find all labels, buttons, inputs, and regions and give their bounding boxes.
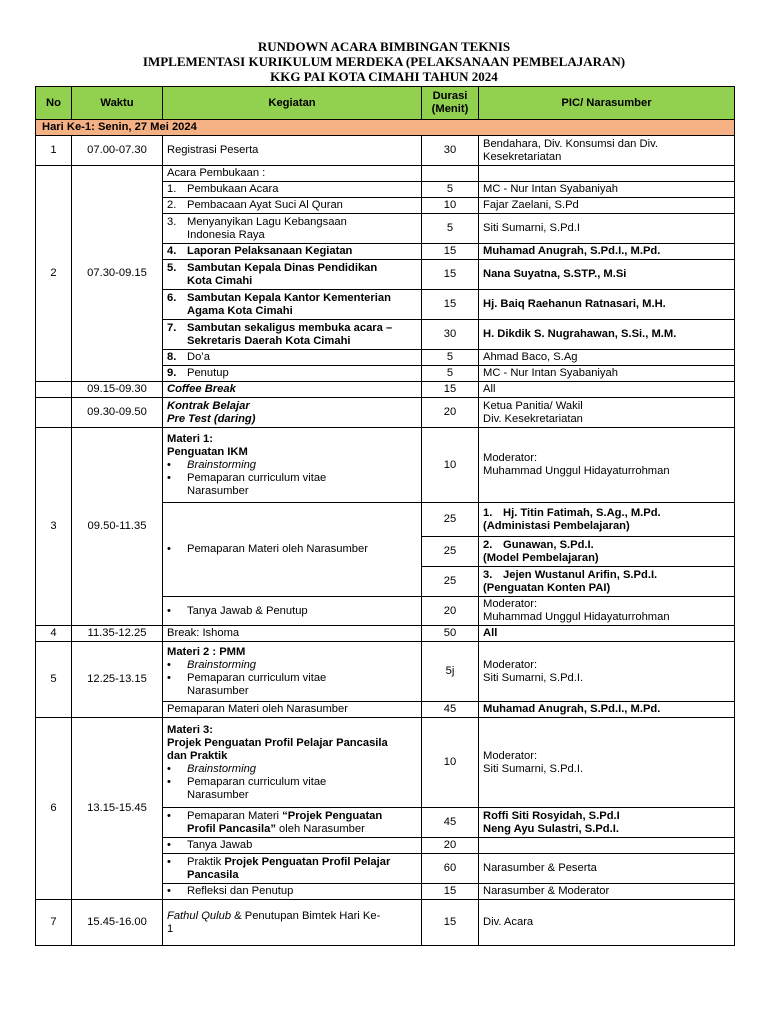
list-item: 6. Sambutan Kepala Kantor Kementerian Agama Kota Cimahi 15 Hj. Baiq Raehanun Ratnasari, M.H. — [36, 290, 735, 320]
table-header-row — [36, 87, 735, 120]
list-item: 8. Do’a 5 Ahmad Baco, S.Ag — [36, 350, 735, 366]
table-row: 09.30-09.50 Kontrak Belajar Pre Test (daring) 20 Ketua Panitia/ Wakil Div. Kesekretariatan — [36, 398, 735, 428]
row-durasi: 30 — [422, 136, 479, 166]
header-kegiatan: Kegiatan — [163, 87, 422, 120]
list-item: 2. Pembacaan Ayat Suci Al Quran 10 Fajar Zaelani, S.Pd — [36, 198, 735, 214]
list-item: 1. Pembukaan Acara 5 MC - Nur Intan Syabaniyah — [36, 182, 735, 198]
header-durasi: Durasi (Menit) — [422, 87, 479, 120]
row-no: 3 — [36, 428, 72, 626]
rundown-table: No Waktu Kegiatan Durasi (Menit) PIC/ Narasumber Hari Ke-1: Senin, 27 Mei 2024 1 07.00-07.30 Registrasi Peserta 30 Bendahara, Div. Konsumsi dan Div. Kesekretariatan 2 07.30-09.15 Acara Pembukaan : 1. Pembukaan Acara 5 MC - Nur Intan Syabaniyah 2. Pembacaan Ayat Suci Al Quran 10 Fajar Zaelani, S.Pd 3. Menyanyikan Lagu Kebangsaan Indonesia Raya 5 Siti Sumarni, S.Pd.I 4. Laporan Pelaksanaan Kegiatan 15 Muhamad Anugrah, S.Pd.I., M.Pd. 5. Sambutan Kepala Dinas Pendidikan Kota Cimahi 15 Nana Suyatna, S.STP., M.Si 6. Sambutan Kepala Kantor Kementerian Agama Kota Cimahi 15 Hj. Baiq Raehanun Ratnasari, M.H. 7. Sambutan sekaligus membuka acara – Sekretaris Daerah Kota Cimahi 30 H. Dikdik S. Nugrahawan, S.Si., M.M. 8. Do’a 5 Ahmad Baco, S.Ag 9. Penutup 5 MC - Nur Intan Syabaniyah 09.15-09.30 Coffee Break 15 All 09.30-09.50 Kontrak Belajar Pre Test (daring) 20 Ketua Panitia/ Wakil Div. Kesekretariatan 3 09.50-11.35 Materi 1: Penguatan IKM • Brainstorming • Pemaparan curriculum vitae Narasumber 10 Moderator: Muhammad Unggul Hidayaturrohman • Pemaparan Materi oleh Narasumber 25 1. Hj. Titin Fatimah, S.Ag., M.Pd. (Administasi Pembelajaran) 25 2. Gunawan, S.Pd.I. (Model Pembelajaran) 25 3. Jejen Wustanul Arifin, S.Pd.I. (Penguatan Konten PAI) • Tanya Jawab & Penutup 20 Moderator: Muhammad Unggul Hidayaturrohman 4 11.35-12.25 Break: Ishoma 50 All 5 12.25-13.15 Materi 2 : PMM • Brainstorming • Pemaparan curriculum vitae Narasumber 5j Moderator: Siti Sumarni, S.Pd.I. Pemaparan Materi oleh Narasumber 45 Muhamad Anugrah, S.Pd.I., M.Pd. 6 13.15-15.45 Materi 3: Projek Penguatan Profil Pelajar Pancasila dan Praktik • Brainstorming • Pemaparan curriculum vitae Narasumber 10 Moderator: Siti Sumarni, S.Pd.I. • Pemaparan Materi “Projek Penguatan Profil Pancasila” oleh Narasumber 45 Roffi Siti Rosyidah, S.Pd.I Neng Ayu Sulastri, S.Pd.I. • Tanya Jawab 20 • Praktik Projek Penguatan Profil Pelajar Pancasila 60 Narasumber & Peserta • Refleksi dan Penutup 15 Narasumber & Moderator 7 15.45-16.00 Fathul Qulub & Penutupan Bimtek Hari Ke- 1 15 Div. Acara — [35, 86, 735, 946]
list-item: 4. Laporan Pelaksanaan Kegiatan 15 Muhamad Anugrah, S.Pd.I., M.Pd. — [36, 244, 735, 260]
day-label: Hari Ke-1: Senin, 27 Mei 2024 — [36, 120, 735, 136]
table-row: 3 09.50-11.35 Materi 1: Penguatan IKM • Brainstorming • Pemaparan curriculum vitae Narasumber 10 Moderator: Muhammad Unggul Hidayaturrohman — [36, 428, 735, 503]
header-pic: PIC/ Narasumber — [479, 87, 735, 120]
acara-pembukaan-heading: Acara Pembukaan : — [163, 166, 422, 182]
table-row: 7 15.45-16.00 Fathul Qulub & Penutupan Bimtek Hari Ke- 1 15 Div. Acara — [36, 900, 735, 946]
table-row: 09.15-09.30 Coffee Break 15 All — [36, 382, 735, 398]
header-no: No — [36, 87, 72, 120]
doc-title-line-1: RUNDOWN ACARA BIMBINGAN TEKNIS — [257, 39, 511, 54]
row-no: 1 — [36, 136, 72, 166]
doc-title-line-3: KKG PAI KOTA CIMAHI TAHUN 2024 — [270, 69, 498, 84]
table-row: 6 13.15-15.45 Materi 3: Projek Penguatan Profil Pelajar Pancasila dan Praktik • Brainstorming • Pemaparan curriculum vitae Narasumber 10 Moderator: Siti Sumarni, S.Pd.I. — [36, 718, 735, 808]
row-no: 2 — [36, 166, 72, 382]
row-waktu: 07.00-07.30 — [72, 136, 163, 166]
table-row — [36, 166, 735, 182]
list-item: 9. Penutup 5 MC - Nur Intan Syabaniyah — [36, 366, 735, 382]
table-row — [36, 136, 735, 166]
row-pic: Bendahara, Div. Konsumsi dan Div. Kesekretariatan — [479, 136, 735, 166]
list-item: 7. Sambutan sekaligus membuka acara – Sekretaris Daerah Kota Cimahi 30 H. Dikdik S. Nugrahawan, S.Si., M.M. — [36, 320, 735, 350]
row-kegiatan: Registrasi Peserta — [163, 136, 422, 166]
row-waktu: 09.50-11.35 — [72, 428, 163, 626]
table-row: 5 12.25-13.15 Materi 2 : PMM • Brainstorming • Pemaparan curriculum vitae Narasumber 5j Moderator: Siti Sumarni, S.Pd.I. — [36, 642, 735, 702]
day-row — [36, 120, 735, 136]
row-waktu: 07.30-09.15 — [72, 166, 163, 382]
doc-title-line-2: IMPLEMENTASI KURIKULUM MERDEKA (PELAKSANAAN PEMBELAJARAN) — [142, 54, 626, 69]
list-item: 3. Menyanyikan Lagu Kebangsaan Indonesia Raya 5 Siti Sumarni, S.Pd.I — [36, 214, 735, 244]
table-row: 4 11.35-12.25 Break: Ishoma 50 All — [36, 626, 735, 642]
header-waktu: Waktu — [72, 87, 163, 120]
list-item: 5. Sambutan Kepala Dinas Pendidikan Kota Cimahi 15 Nana Suyatna, S.STP., M.Si — [36, 260, 735, 290]
